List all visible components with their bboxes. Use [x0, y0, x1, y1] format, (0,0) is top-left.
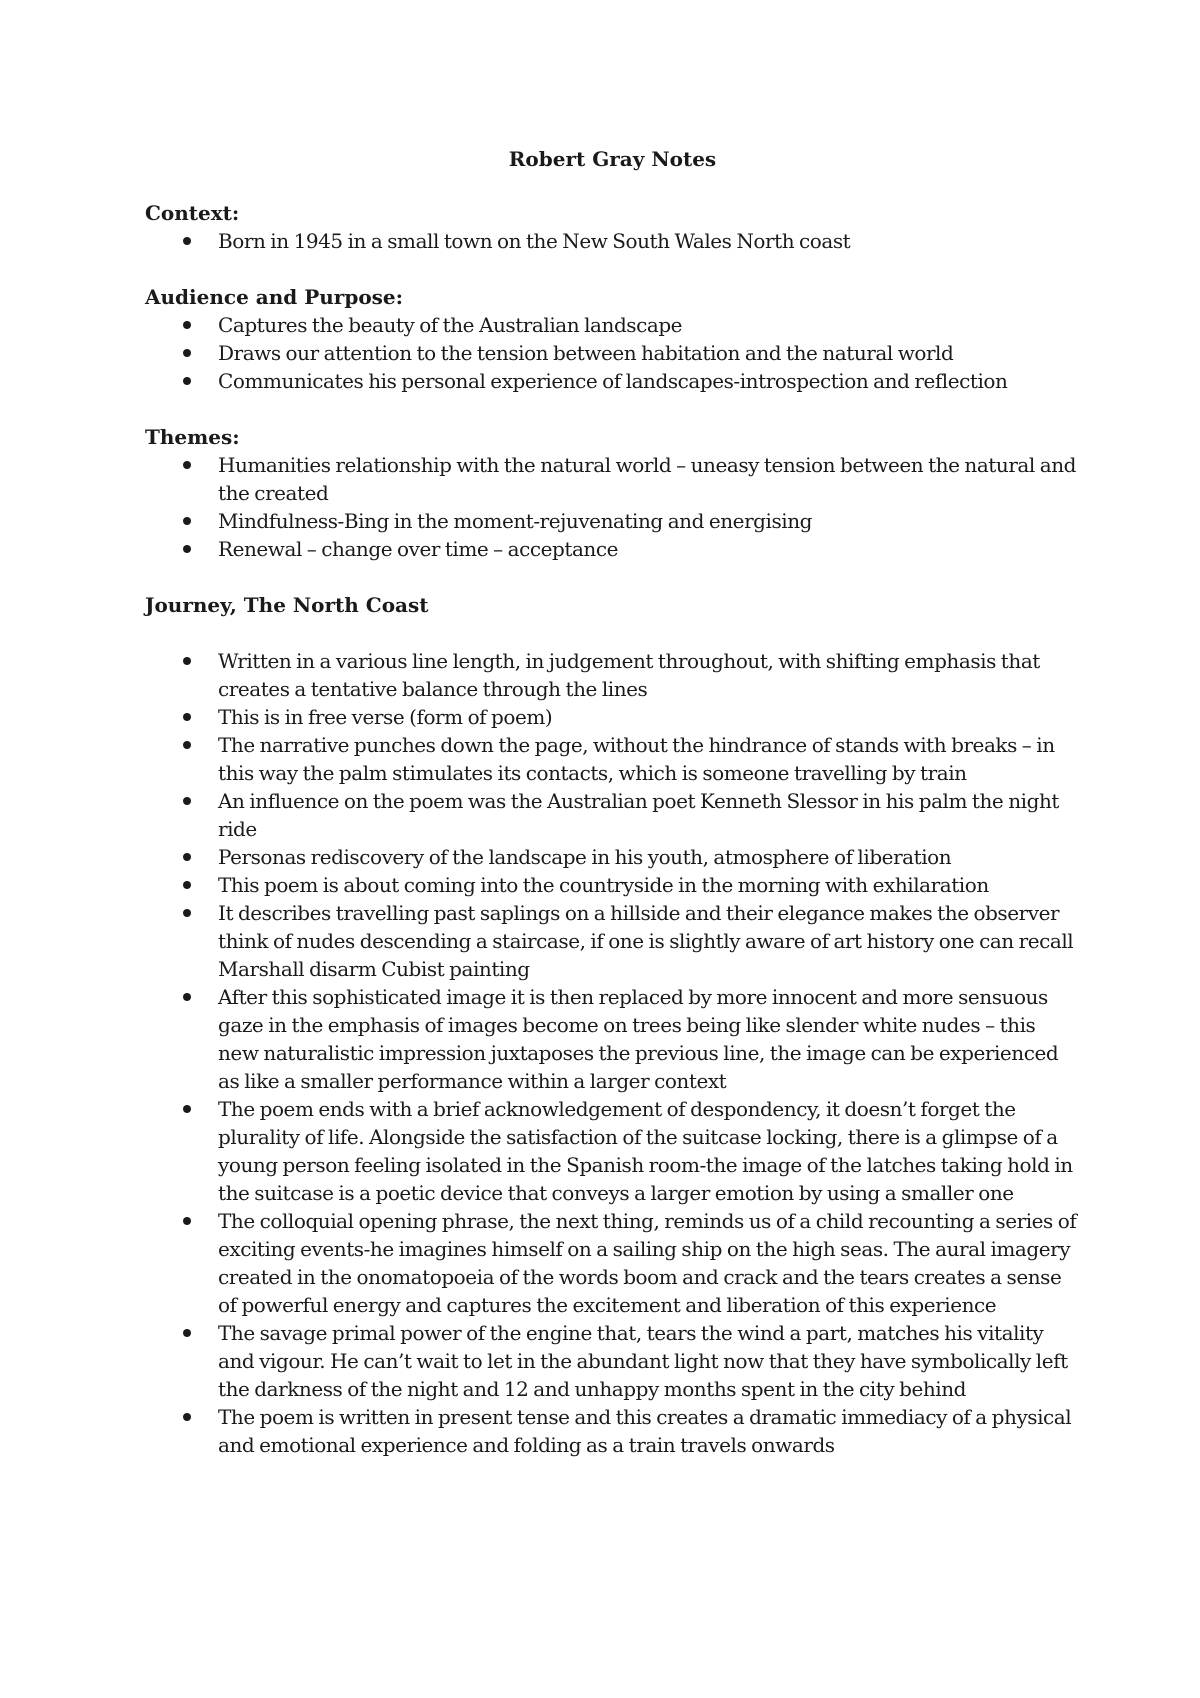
list-item: Born in 1945 in a small town on the New South Wales North coast	[145, 227, 1080, 255]
list-item: This poem is about coming into the countryside in the morning with exhilaration	[145, 871, 1080, 899]
section-themes	[145, 423, 1080, 563]
list-item: After this sophisticated image it is then replaced by more innocent and more sensuous gaze in the emphasis of images become on trees being like slender white nudes – this new naturalistic impression juxtaposes the previous line, the image can be experienced as like a smaller performance within a larger context	[145, 983, 1080, 1095]
list-item: This is in free verse (form of poem)	[145, 703, 1080, 731]
section-heading: Audience and Purpose:	[145, 285, 404, 309]
document-title: Robert Gray Notes	[508, 147, 717, 171]
list-item: The colloquial opening phrase, the next thing, reminds us of a child recounting a series of exciting events-he imagines himself on a sailing ship on the high seas. The aural imagery created in the onomatopoeia of the words boom and crack and the tears creates a sense of powerful energy and captures the excitement and liberation of this experience	[145, 1207, 1080, 1319]
list-item: Draws our attention to the tension between habitation and the natural world	[145, 339, 1080, 367]
section-context	[145, 199, 1080, 255]
list-item: The savage primal power of the engine that, tears the wind a part, matches his vitality and vigour. He can’t wait to let in the abundant light now that they have symbolically left the darkness of the night and 12 and unhappy months spent in the city behind	[145, 1319, 1080, 1403]
list-item: It describes travelling past saplings on a hillside and their elegance makes the observer think of nudes descending a staircase, if one is slightly aware of art history one can recall Marshall disarm Cubist painting	[145, 899, 1080, 983]
list-item: Written in a various line length, in judgement throughout, with shifting emphasis that creates a tentative balance through the lines	[145, 647, 1080, 703]
list-item: Humanities relationship with the natural world – uneasy tension between the natural and the created	[145, 451, 1080, 507]
list-item: Captures the beauty of the Australian landscape	[145, 311, 1080, 339]
list-item: The narrative punches down the page, without the hindrance of stands with breaks – in this way the palm stimulates its contacts, which is someone travelling by train	[145, 731, 1080, 787]
list-item: The poem is written in present tense and this creates a dramatic immediacy of a physical and emotional experience and folding as a train travels onwards	[145, 1403, 1080, 1459]
list-item: Renewal – change over time – acceptance	[145, 535, 1080, 563]
section-heading: Context:	[145, 201, 240, 225]
list-item: Communicates his personal experience of landscapes-introspection and reflection	[145, 367, 1080, 395]
bullet-list	[145, 311, 1080, 395]
bullet-list	[145, 227, 1080, 255]
bullet-list	[145, 451, 1080, 563]
section-heading: Journey, The North Coast	[145, 593, 429, 617]
bullet-list	[145, 647, 1080, 1459]
list-item: An influence on the poem was the Australian poet Kenneth Slessor in his palm the night ride	[145, 787, 1080, 843]
section-heading: Themes:	[145, 425, 240, 449]
list-item: Personas rediscovery of the landscape in his youth, atmosphere of liberation	[145, 843, 1080, 871]
list-item: Mindfulness-Bing in the moment-rejuvenating and energising	[145, 507, 1080, 535]
section-audience-purpose	[145, 283, 1080, 395]
section-journey-north-coast	[145, 591, 1080, 1459]
list-item: The poem ends with a brief acknowledgement of despondency, it doesn’t forget the plurality of life. Alongside the satisfaction of the suitcase locking, there is a glimpse of a young person feeling isolated in the Spanish room-the image of the latches taking hold in the suitcase is a poetic device that conveys a larger emotion by using a smaller one	[145, 1095, 1080, 1207]
